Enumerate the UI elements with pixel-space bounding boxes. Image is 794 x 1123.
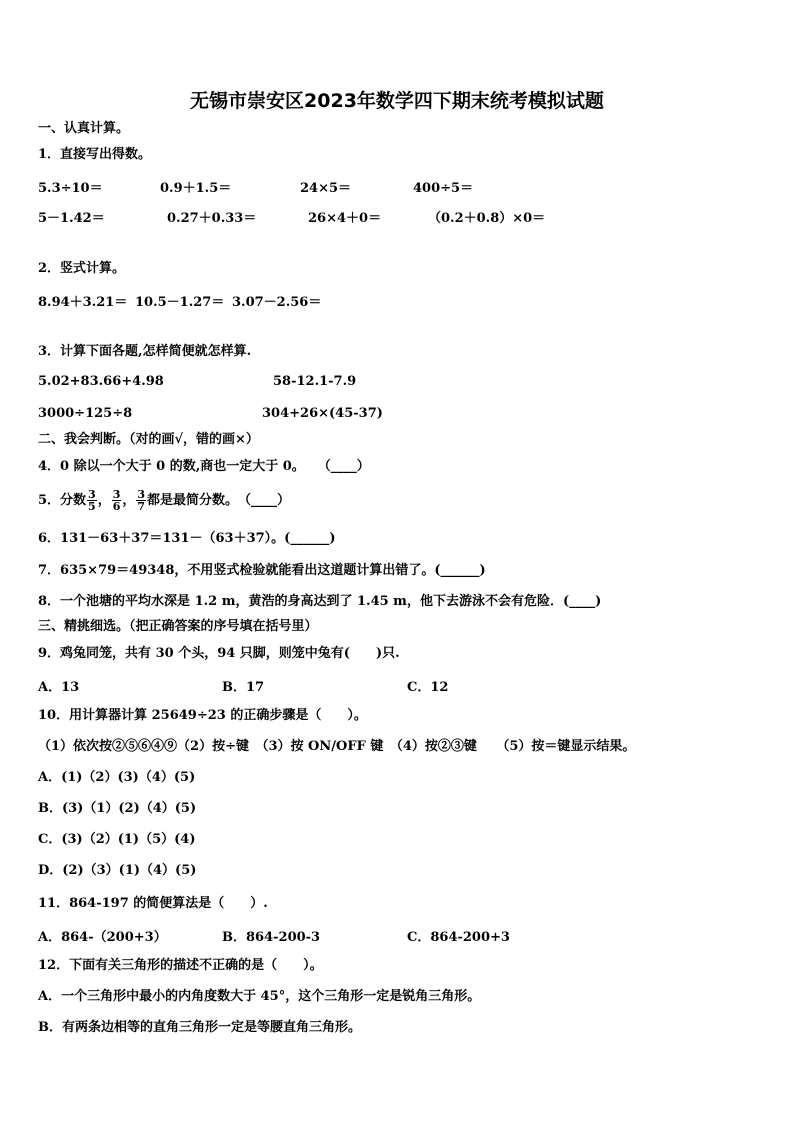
q11-option-a: A．864-（200+3） <box>38 930 167 945</box>
q5-suffix: 都是最简分数。 （____） <box>147 493 291 508</box>
question-6: 6．131－63＋37＝131－（63＋37）。(______) <box>38 531 336 546</box>
question-10-label: 10．用计算器计算 25649÷23 的正确步骤是（ ）。 <box>38 708 367 723</box>
q11-option-b: B．864-200-3 <box>222 930 321 945</box>
q10-option-a: A．(1)（2）(3)（4）(5) <box>38 770 196 785</box>
q5-fraction-1: $\frac{3}{5}$ <box>88 488 96 513</box>
q9-option-b: B．17 <box>222 680 265 695</box>
question-3-label: 3．计算下面各题,怎样简便就怎样算. <box>38 344 252 359</box>
q5-fraction-3: $\frac{3}{7}$ <box>137 488 146 513</box>
q3-item-4: 304+26×(45-37) <box>262 406 383 421</box>
question-9-label: 9．鸡兔同笼，共有 30 个头，94 只脚，则笼中兔有( )只. <box>38 646 400 661</box>
q3-item-2: 58-12.1-7.9 <box>273 374 357 389</box>
q10-steps: （1）依次按②⑤⑥④⑨（2）按÷键 （3）按 ON/OFF 键 （4）按②③键 （5）按＝键显示结果。 <box>38 739 636 754</box>
question-4: 4．0 除以一个大于 0 的数,商也一定大于 0。 （____） <box>38 459 370 474</box>
q9-option-c: C．12 <box>407 680 449 695</box>
q1-item-7: 26×4＋0＝ <box>308 211 382 226</box>
q1-item-4: 400÷5＝ <box>413 181 474 196</box>
q1-item-2: 0.9＋1.5＝ <box>160 181 232 196</box>
section-1-heading: 一、认真计算。 <box>38 121 130 136</box>
question-1-label: 1．直接写出得数。 <box>38 147 152 162</box>
q1-item-5: 5－1.42＝ <box>38 211 105 226</box>
q3-item-3: 3000÷125÷8 <box>38 406 133 421</box>
q2-item-2: 10.5－1.27＝ <box>135 295 225 310</box>
q5-prefix: 5．分数 <box>38 493 87 508</box>
question-11-label: 11．864-197 的简便算法是（ ）. <box>38 896 268 911</box>
q12-option-a: A．一个三角形中最小的内角度数大于 45°，这个三角形一定是锐角三角形。 <box>38 989 481 1004</box>
q2-item-1: 8.94＋3.21＝ <box>38 295 128 310</box>
section-2-heading: 二、我会判断。（对的画√，错的画×） <box>38 432 259 447</box>
q1-item-3: 24×5＝ <box>300 181 352 196</box>
question-7: 7．635×79＝49348，不用竖式检验就能看出这道题计算出错了。(______) <box>38 563 486 578</box>
q5-fraction-2: $\frac{3}{6}$ <box>112 488 121 513</box>
q3-item-1: 5.02+83.66+4.98 <box>38 374 164 389</box>
question-5: 5．分数 $\frac{3}{5}$ ， $\frac{3}{6}$ ， $\frac{3}{7}$ 都是最简分数。 （____） <box>38 488 291 513</box>
q2-item-3: 3.07－2.56＝ <box>232 295 322 310</box>
page-title: 无锡市崇安区2023年数学四下期末统考模拟试题 <box>190 90 604 112</box>
section-3-heading: 三、精挑细选。（把正确答案的序号填在括号里） <box>38 619 318 634</box>
q1-item-8: （0.2＋0.8）×0＝ <box>428 211 546 226</box>
q10-option-c: C．(3)（2）(1)（5）(4) <box>38 832 196 847</box>
q10-option-b: B．(3)（1）(2)（4）(5) <box>38 801 197 816</box>
question-8: 8．一个池塘的平均水深是 1.2 m，黄浩的身高达到了 1.45 m，他下去游泳不会有危险．(____) <box>38 594 602 609</box>
question-12-label: 12．下面有关三角形的描述不正确的是（ ）。 <box>38 958 323 973</box>
question-2-label: 2．竖式计算。 <box>38 261 126 276</box>
q1-item-6: 0.27＋0.33＝ <box>167 211 257 226</box>
q12-option-b: B．有两条边相等的直角三角形一定是等腰直角三角形。 <box>38 1020 361 1035</box>
q11-option-c: C．864-200+3 <box>407 930 510 945</box>
q10-option-d: D．(2)（3）(1)（4）(5) <box>38 863 197 878</box>
q9-option-a: A．13 <box>38 680 80 695</box>
q1-item-1: 5.3÷10＝ <box>38 181 103 196</box>
